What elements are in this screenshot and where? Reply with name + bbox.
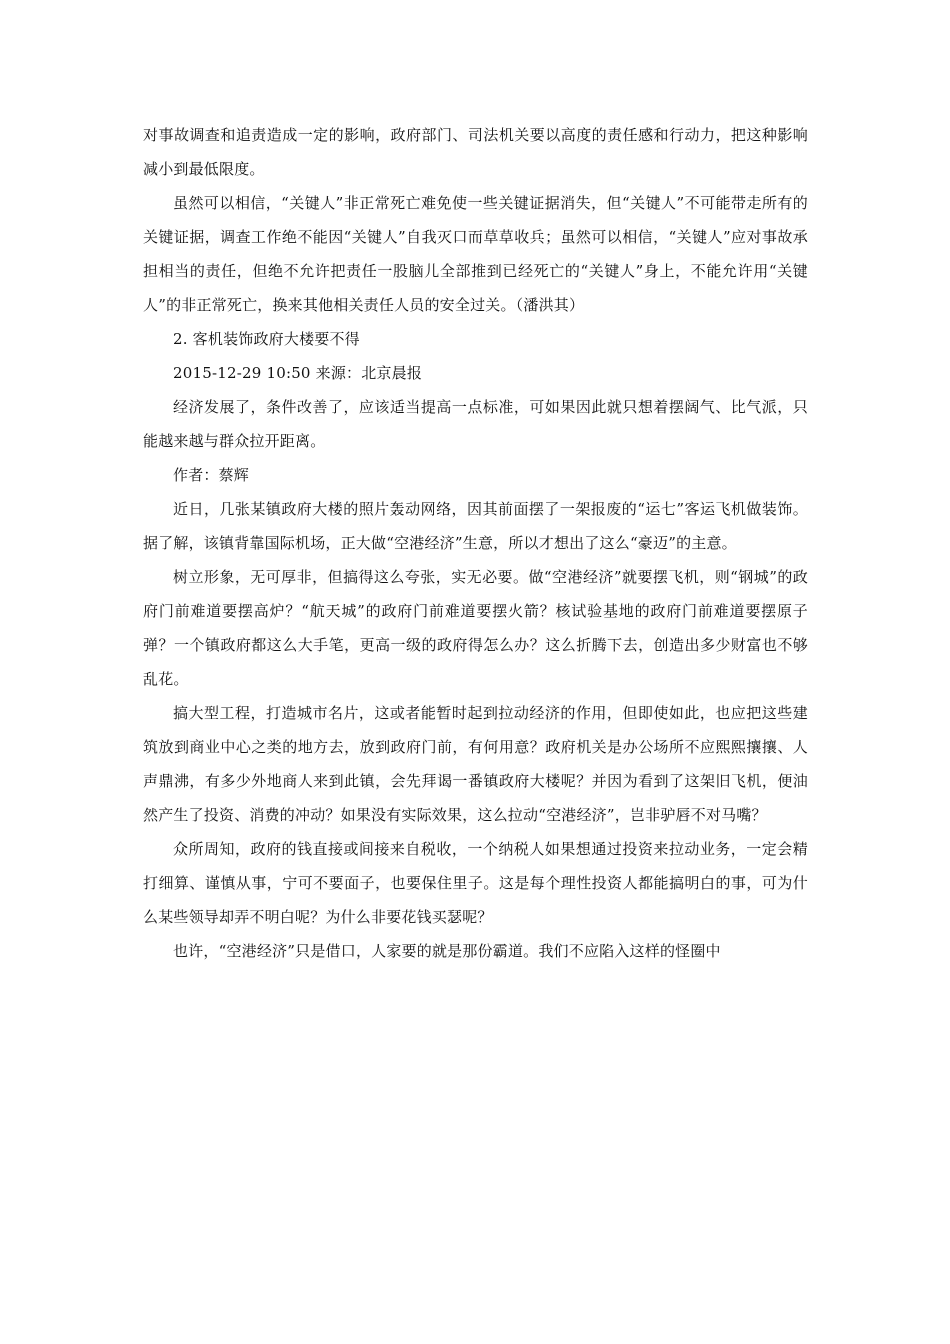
paragraph-8: 树立形象，无可厚非，但搞得这么夸张，实无必要。做“空港经济”就要摆飞机，则“钢城”的政府门前难道要摆高炉？“航天城”的政府门前难道要摆火箭？核试验基地的政府门前难道要摆原子弹？一个镇政府都这么大手笔，更高一级的政府得怎么办？这么折腾下去，创造出多少财富也不够乱花。 [143,568,808,688]
paragraph-2: 虽然可以相信，“关键人”非正常死亡难免使一些关键证据消失，但“关键人”不可能带走所有的关键证据，调查工作绝不能因“关键人”自我灭口而草草收兵；虽然可以相信，“关键人”应对事故承担相当的责任，但绝不允许把责任一股脑儿全部推到已经死亡的“关键人”身上，不能允许用“关键人”的非正常死亡，换来其他相关责任人员的安全过关。（潘洪其） [143,194,808,314]
document-page [143,118,808,968]
article-summary: 经济发展了，条件改善了，应该适当提高一点标准，可如果因此就只想着摆阔气、比气派，只能越来越与群众拉开距离。 [143,398,808,450]
article-dateline: 2015-12-29 10:50 来源：北京晨报 [173,364,423,382]
article-title: 2. 客机装饰政府大楼要不得 [173,330,360,348]
paragraph-7: 近日，几张某镇政府大楼的照片轰动网络，因其前面摆了一架报废的“运七”客运飞机做装饰。据了解，该镇背靠国际机场，正大做“空港经济”生意，所以才想出了这么“豪迈”的主意。 [143,500,808,552]
paragraph-10: 众所周知，政府的钱直接或间接来自税收，一个纳税人如果想通过投资来拉动业务，一定会精打细算、谨慎从事，宁可不要面子，也要保住里子。这是每个理性投资人都能搞明白的事，可为什么某些领导却弄不明白呢？为什么非要花钱买瑟呢？ [143,840,808,926]
paragraph-1: 对事故调查和追责造成一定的影响，政府部门、司法机关要以高度的责任感和行动力，把这种影响减小到最低限度。 [143,126,808,178]
article-author: 作者：蔡辉 [173,466,250,484]
paragraph-9: 搞大型工程，打造城市名片，这或者能暂时起到拉动经济的作用，但即使如此，也应把这些建筑放到商业中心之类的地方去，放到政府门前，有何用意？政府机关是办公场所不应熙熙攘攘、人声鼎沸，有多少外地商人来到此镇，会先拜谒一番镇政府大楼呢？并因为看到了这架旧飞机，便油然产生了投资、消费的冲动？如果没有实际效果，这么拉动“空港经济”，岂非驴唇不对马嘴？ [143,704,808,824]
paragraph-11: 也许，“空港经济”只是借口，人家要的就是那份霸道。我们不应陷入这样的怪圈中 [173,942,721,960]
